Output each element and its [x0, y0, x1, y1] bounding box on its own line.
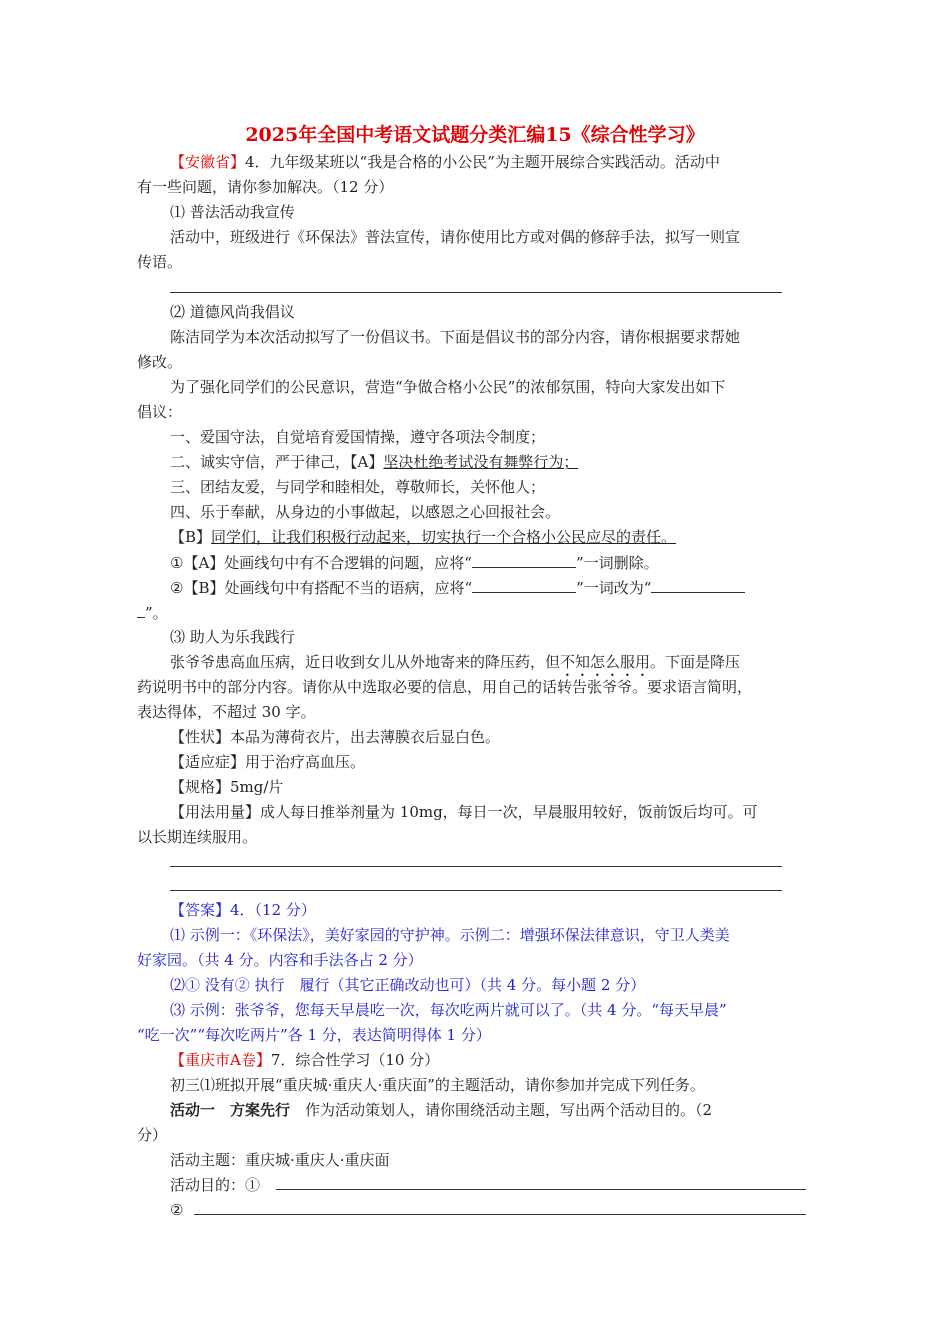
proposal-item-4: 四、乐于奉献，从身边的小事做起，以感恩之心回报社会。	[170, 503, 561, 521]
fill-blank[interactable]	[472, 552, 576, 568]
answer-line	[170, 890, 782, 891]
answer-1-line1: ⑴ 示例一：《环保法》，美好家园的守护神。示例二：增强环保法律意识，守卫人类美	[170, 926, 730, 944]
q1-part3-heading: ⑶ 助人为乐我践行	[170, 628, 295, 646]
activity-one-line1: 活动一 方案先行 作为活动策划人，请你围绕活动主题，写出两个活动目的。（2	[170, 1101, 713, 1119]
answer-line	[170, 292, 782, 293]
proposal-item-2: 二、诚实守信，严于律己，【A】坚决杜绝考试没有舞弊行为；	[170, 453, 579, 471]
drug-spec: 【规格】5mg/片	[170, 778, 284, 796]
q1-part2-heading: ⑵ 道德风尚我倡议	[170, 303, 295, 321]
proposal-item-b: 【B】同学们，让我们积极行动起来，切实执行一个合格小公民应尽的责任。	[170, 528, 677, 546]
answer-line	[194, 1214, 806, 1215]
answer-line	[276, 1189, 806, 1190]
proposal-item-1: 一、爱国守法，自觉培育爱国情操，遵守各项法令制度；	[170, 428, 546, 446]
emphasized-phrase: 不知怎么服用	[560, 653, 651, 671]
activity-purpose-1: 活动目的：①	[170, 1176, 261, 1194]
fill-blank[interactable]	[651, 577, 745, 593]
q2-intro-line1: 【重庆市A卷】7．综合性学习（10 分）	[170, 1051, 440, 1069]
answer-line	[170, 866, 782, 867]
fill-blank[interactable]	[137, 602, 145, 618]
page-title: 2025年全国中考语文试题分类汇编15《综合性学习》	[245, 124, 705, 146]
activity-one-line2: 分）	[137, 1126, 168, 1144]
drug-usage-line2: 以长期连续服用。	[137, 828, 258, 846]
q1-part1-line1: 活动中，班级进行《环保法》普法宣传，请你使用比方或对偶的修辞手法，拟写一则宣	[170, 228, 741, 246]
q1-part3-line1: 张爷爷患高血压病，近日收到女儿从外地寄来的降压药，但不知怎么服用。下面是降压	[170, 653, 741, 671]
answer-3-line1: ⑶ 示例：张爷爷，您每天早晨吃一次，每次吃两片就可以了。（共 4 分。“每天早晨”	[170, 1001, 727, 1019]
q1-part3-line2: 药说明书中的部分内容。请你从中选取必要的信息，用自己的话转告张爷爷。要求语言简明，	[137, 678, 753, 696]
fill-blank[interactable]	[472, 577, 576, 593]
drug-property: 【性状】本品为薄荷衣片，出去薄膜衣后显白色。	[170, 728, 501, 746]
q2-intro-line2: 初三⑴班拟开展“重庆城·重庆人·重庆面”的主题活动，请你参加并完成下列任务。	[170, 1076, 705, 1094]
q1-intro-line2: 有一些问题，请你参加解决。（12 分）	[137, 178, 394, 196]
answer-1-line2: 好家园。（共 4 分。内容和手法各占 2 分）	[137, 951, 423, 969]
proposal-item-3: 三、团结友爱，与同学和睦相处，尊敬师长，关怀他人；	[170, 478, 546, 496]
drug-usage-line1: 【用法用量】成人每日推举剂量为 10mg，每日一次，早晨服用较好，饭前饭后均可。可	[170, 803, 758, 821]
drug-indication: 【适应症】用于治疗高血压。	[170, 753, 366, 771]
q2-source-tag: 【重庆市A卷】	[170, 1051, 271, 1069]
proposal-intro-line2: 倡议：	[137, 403, 183, 421]
q1-part2-line2: 修改。	[137, 353, 183, 371]
underlined-sentence-a: 坚决杜绝考试没有舞弊行为；	[383, 453, 579, 471]
subquestion-a: ①【A】处画线句中有不合逻辑的问题，应将“ ”一词删除。	[170, 554, 659, 572]
activity-one-title: 活动一 方案先行	[170, 1101, 291, 1119]
proposal-intro-line1: 为了强化同学们的公民意识，营造“争做合格小公民”的浓郁氛围，特向大家发出如下	[170, 378, 726, 396]
q1-part3-line3: 表达得体，不超过 30 字。	[137, 703, 316, 721]
q1-part1-heading: ⑴ 普法活动我宣传	[170, 203, 295, 221]
answer-3-line2: “吃一次”“每次吃两片”各 1 分，表达简明得体 1 分）	[137, 1026, 491, 1044]
answer-heading: 【答案】4．（12 分）	[170, 901, 316, 919]
q1-intro-line1: 【安徽省】4．九年级某班以“我是合格的小公民”为主题开展综合实践活动。活动中	[170, 153, 720, 171]
subquestion-b: ②【B】处画线句中有搭配不当的语病，应将“ ”一词改为“	[170, 577, 745, 598]
q1-part2-line1: 陈洁同学为本次活动拟写了一份倡议书。下面是倡议书的部分内容，请你根据要求帮她	[170, 328, 741, 346]
activity-purpose-2: ②	[170, 1201, 184, 1219]
activity-theme: 活动主题：重庆城·重庆人·重庆面	[170, 1151, 390, 1169]
answer-2: ⑵① 没有② 执行 履行（其它正确改动也可）（共 4 分。每小题 2 分）	[170, 976, 646, 994]
q1-source-tag: 【安徽省】	[170, 153, 246, 171]
subquestion-b-end: ”。	[137, 602, 168, 623]
underlined-sentence-b: 同学们，让我们积极行动起来，切实执行一个合格小公民应尽的责任。	[211, 528, 677, 546]
q1-part1-line2: 传语。	[137, 253, 183, 271]
